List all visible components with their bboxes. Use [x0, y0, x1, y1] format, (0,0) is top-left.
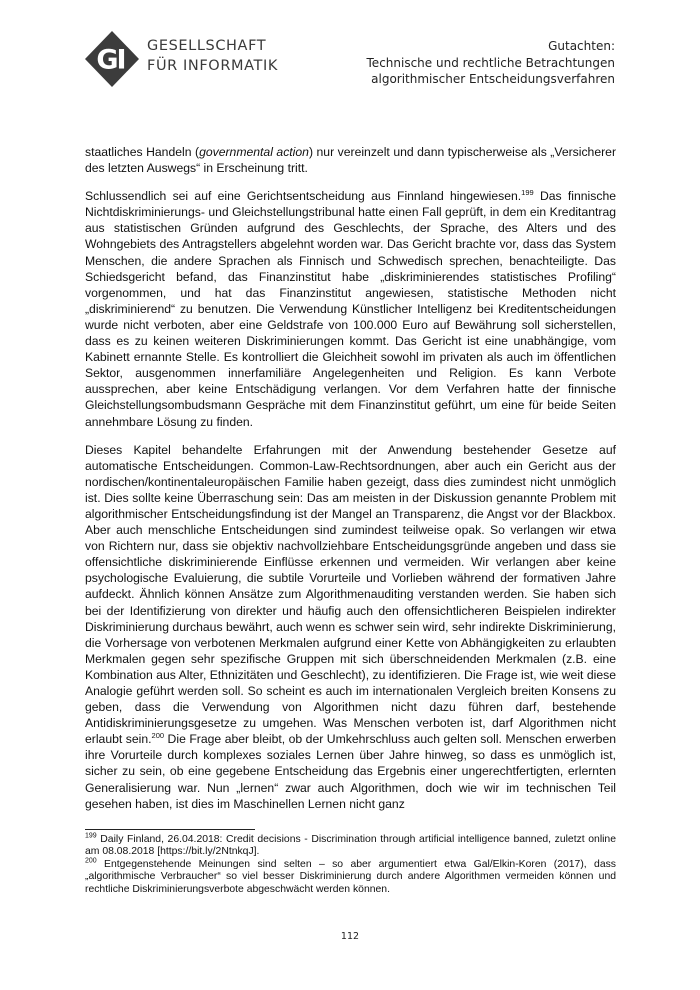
- document-title-line-2: Technische und rechtliche Betrachtungen: [366, 55, 615, 70]
- footnote-199: [85, 834, 616, 859]
- footnote-number: 200: [85, 857, 97, 865]
- paragraph-1-text-b: ) nur vereinzelt und dann typischerweise als „Versicherer des letzten Auswegs“ in Erscheinung tritt.: [85, 145, 617, 176]
- paragraph-2-text-b: Das finnische Nichtdiskriminierungs- und Gleichstellungstribunal hatte einen Fall geprüft, in dem ein Kreditantrag aus statistischen Gründen aufgrund des Geschlechts, der Sprache, des Alters und des Wohngebiets des Antragstellers abgelehnt worden war. Das Gericht brachte vor, dass das System Menschen, die andere Sprachen als Finnisch und Schwedisch sprechen, benachteiligte. Das Schiedsgericht befand, das Finanzinstitut habe „diskriminierendes statistisches Profiling“ vorgenommen, und hat das Finanzinstitut angewiesen, statistische Methoden nicht „diskriminierend“ zu benutzen. Die Verwendung Künstlicher Intelligenz bei Kreditentscheidungen wurde nicht verboten, aber eine Geldstrafe von 100.000 Euro auf Bewährung soll sicherstellen, dass es zu keinen weiteren Diskriminierungen kommt. Das Gericht ist eine unabhängige, vom Kabinett ernannte Stelle. Es kontrolliert die Gleichheit sowohl im privaten als auch im öffentlichen Sektor, ausgenommen innerfamiliäre Angelegenheiten und Religion. Es kann Verbote aussprechen, aber keine Entschädigung verlangen. Vor dem Verfahren hatte der finnische Gleichstellungsombudsmann Gespräche mit dem Finanzinstitut geführt, um eine für beide Seiten annehmbare Lösung zu finden.: [85, 189, 616, 429]
- org-name-line-1: GESELLSCHAFT: [147, 38, 267, 54]
- footnote-ref-199[interactable]: 199: [521, 188, 534, 198]
- paragraph-1-emphasis: governmental action: [199, 145, 309, 159]
- document-title-line-3: algorithmischer Entscheidungsverfahren: [371, 72, 615, 86]
- paragraph-2-text-a: Schlussendlich sei auf eine Gerichtsentscheidung aus Finnland hingewiesen.: [85, 189, 522, 204]
- footnote-text: Daily Finland, 26.04.2018: Credit decisions - Discrimination through artificial intelligence banned, zuletzt online am 08.08.2018 [https://bit.ly/2NtnkqJ].: [85, 834, 616, 858]
- organization-name: [147, 37, 278, 76]
- paragraph-3: [85, 442, 616, 812]
- paragraph-1: [85, 144, 616, 176]
- body-text: [85, 144, 616, 824]
- paragraph-2: [85, 188, 616, 429]
- paragraph-1-text-a: staatliches Handeln (: [85, 145, 200, 159]
- page-number: 112: [340, 931, 360, 942]
- gi-logo-icon: [85, 30, 140, 88]
- footnotes: [85, 834, 616, 896]
- footnote-ref-200[interactable]: 200: [151, 731, 165, 741]
- paragraph-3-text-b: Die Frage aber bleibt, ob der Umkehrschluss auch gelten soll. Menschen erwerben ihre Vorurteile durch komplexes soziales Lernen über Jahre hinweg, so dass es unmöglich ist, sicher zu sein, ob eine gegebene Entscheidung das Ergebnis einer ungerechtfertigten, erlernten Generalisierung war. Nun „lernen“ zwar auch Algorithmen, doch wie wir im technischen Teil gesehen haben, ist dies im Maschinellen Lernen nicht ganz: [85, 732, 616, 811]
- gi-logo: [85, 30, 140, 88]
- footnote-200: [85, 859, 616, 896]
- footnote-divider: [85, 829, 255, 830]
- svg-text:GI: GI: [96, 44, 125, 76]
- footnote-text: Entgegenstehende Meinungen sind selten – so aber argumentiert etwa Gal/Elkin-Koren (2017), dass „algorithmische Verbraucher“ so viel besser Diskriminierung durch andere Algorithmen vermeiden können und rechtliche Diskriminierungsverbote abgeschwächt werden können.: [85, 858, 616, 895]
- footnote-number: 199: [85, 832, 97, 840]
- org-name-line-2: FÜR INFORMATIK: [147, 57, 278, 74]
- paragraph-3-text-a: Dieses Kapitel behandelte Erfahrungen mit der Anwendung bestehender Gesetze auf automatische Entscheidungen. Common-Law-Rechtsordnungen, aber auch ein Gericht aus der nordischen/kontinentaleuropäischen Familie haben gezeigt, dass dies zumindest nicht unmöglich ist. Dies sollte keine Überraschung sein: Das am meisten in der Diskussion genannte Problem mit algorithmischer Entscheidungsfindung ist der Mangel an Transparenz, die Angst vor der Blackbox. Aber auch menschliche Entscheidungen sind zumindest teilweise opak. So verlangen wir etwa von Richtern nur, dass sie objektiv nachvollziehbare Entscheidungsgründe angeben und dass sie offensichtliche diskriminierende Einflüsse erkennen und vermeiden. Wir verlangen aber keine psychologische Evaluierung, die subtile Vorurteile und Vorlieben während der formativen Jahre aufdeckt. Ähnlich können Ansätze zum Algorithmenauditing verstanden werden. Sie haben sich bei der Identifizierung von direkter und häufig auch den offensichtlicheren Beispielen indirekter Diskriminierung durchaus bewährt, auch wenn es schwer sein wird, sehr indirekte Diskriminierung, die Vorhersage von verbotenen Merkmalen aufgrund einer Kette von Abhängigkeiten zu erlaubten Merkmalen gegen sehr spezifische Gruppen mit sich überschneidenden Merkmalen (z.B. eine Kombination aus Alter, Ethnizitäten und Geschlecht), zu identifizieren. Die Frage ist, wie weit diese Analogie geführt werden soll. So scheint es auch im internationalen Vergleich breiten Konsens zu geben, dass die Verwendung von Algorithmen nicht dazu führen darf, bestehende Antidiskriminierungsgesetze zu umgehen. Was Menschen verboten ist, darf Algorithmen nicht erlaubt sein.: [85, 442, 616, 747]
- document-title: [355, 38, 615, 88]
- document-title-line-1: Gutachten:: [548, 39, 615, 53]
